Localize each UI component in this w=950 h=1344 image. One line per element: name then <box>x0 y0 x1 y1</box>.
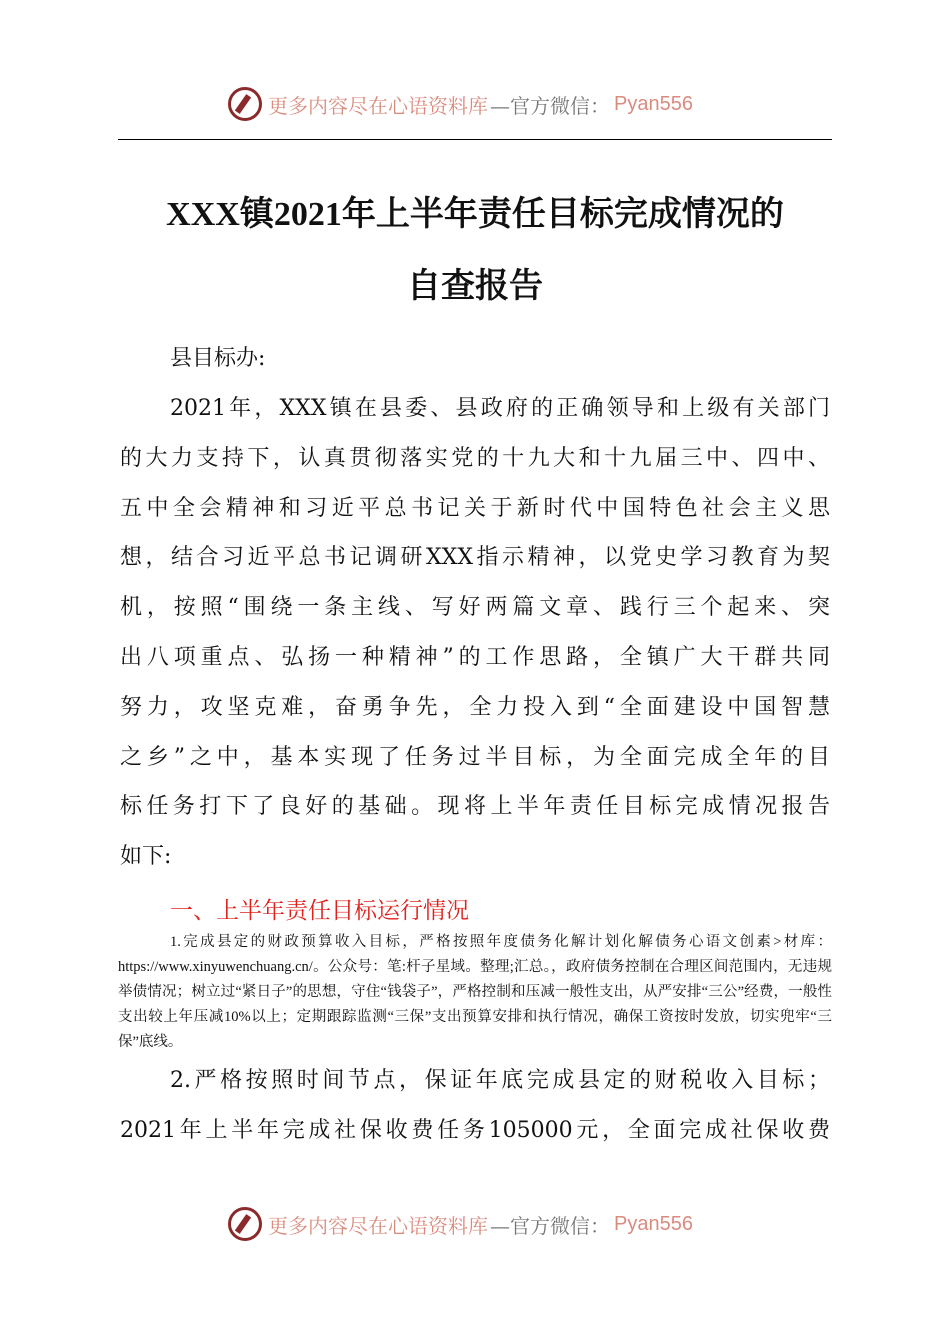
section-heading: 一、上半年责任目标运行情况 <box>170 897 469 923</box>
watermark-sep: —官方微信： <box>490 93 610 118</box>
salutation: 县目标办: <box>170 346 266 371</box>
item-1-paragraph: 1.完成县定的财政预算收入目标，严格按照年度债务化解计划化解债务心语文创素>材库：https://www.xinyuwenchuang.cn/。公众号：笔:杆子星域。整理;汇总。，政府债务控制在合理区间范围内，无违规举债情况；树立过“紧日子”的思想，守住“钱袋子”，严格控制和压减一般性支出，从严安排“三公”经费，一般性支出较上年压减10%以上；定期跟踪监测“三保”支出预算安排和执行情况，确保工资按时发放，切实兜牢“三保”底线。 <box>118 934 832 1050</box>
body-line: 如下: <box>120 844 172 870</box>
item-2-line: 2.严格按照时间节点，保证年底完成县定的财税收入目标； <box>170 1068 830 1093</box>
body-line: 想，结合习近平总书记调研XXX指示精神，以党史学习教育为契 <box>120 545 830 571</box>
body-line: 之乡”之中，基本实现了任务过半目标，为全面完成全年的目 <box>120 744 830 770</box>
body-line: 标任务打下了良好的基础。现将上半年责任目标完成情况报告 <box>120 794 830 820</box>
body-line: 出八项重点、弘扬一种精神”的工作思路，全镇广大干群共同 <box>120 645 830 670</box>
watermark-brand: 更多内容尽在心语资料库 <box>268 93 488 118</box>
brand-logo-icon <box>228 1207 262 1241</box>
body-line: 机，按照“围绕一条主线、写好两篇文章、践行三个起来、突 <box>120 595 830 621</box>
watermark-account: Pyan556 <box>614 92 693 115</box>
watermark-header <box>228 84 693 124</box>
body-line: 努力，攻坚克难，奋勇争先，全力投入到“全面建设中国智慧 <box>120 694 830 720</box>
body-line: 五中全会精神和习近平总书记关于新时代中国特色社会主义思 <box>120 495 830 521</box>
watermark-sep: —官方微信： <box>490 1213 610 1238</box>
header-rule <box>118 139 832 140</box>
doc-title-line1: XXX镇2021年上半年责任目标完成情况的 <box>166 196 784 233</box>
watermark-account: Pyan556 <box>614 1212 693 1235</box>
item-2-line: 2021年上半年完成社保收费任务105000元，全面完成社保收费 <box>120 1118 830 1143</box>
doc-title-line2: 自查报告 <box>407 268 543 305</box>
body-line: 2021年，XXX镇在县委、县政府的正确领导和上级有关部门 <box>170 396 830 421</box>
watermark-brand: 更多内容尽在心语资料库 <box>268 1213 488 1238</box>
body-line: 的大力支持下，认真贯彻落实党的十九大和十九届三中、四中、 <box>120 445 830 471</box>
watermark-footer <box>228 1204 693 1244</box>
brand-logo-icon <box>228 87 262 121</box>
